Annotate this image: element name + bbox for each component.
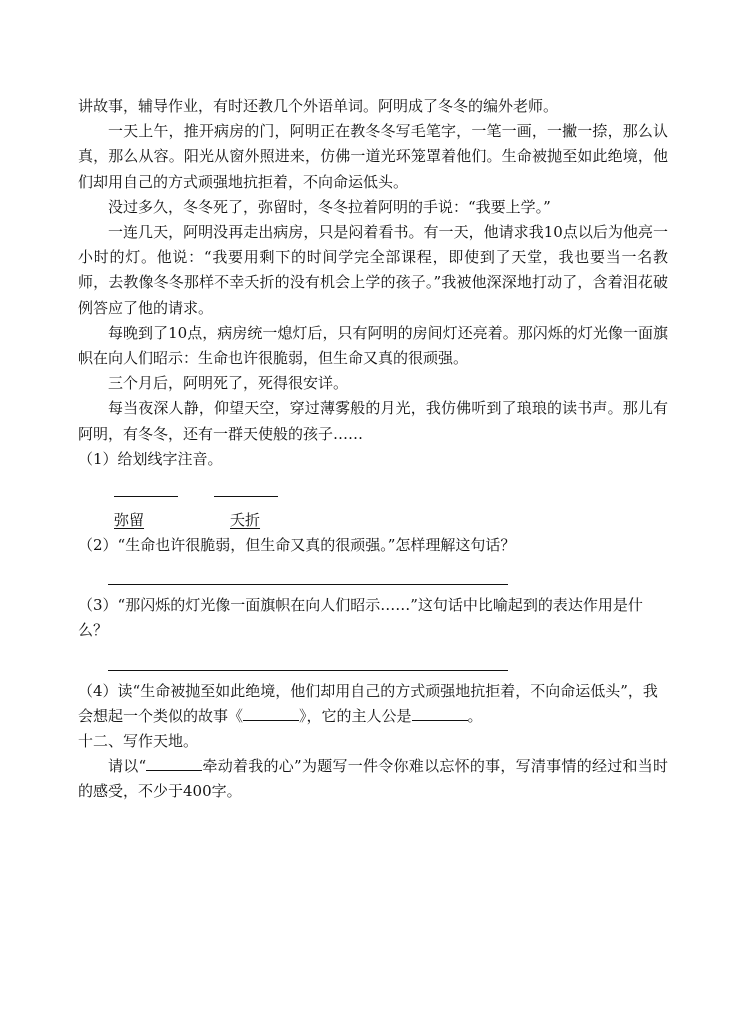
- underlined-word-1: 弥留: [114, 511, 145, 530]
- writing-prompt-a: 请以“: [108, 757, 147, 776]
- paragraph-4: 一连几天，阿明没再走出病房，只是闷着看书。有一天，他请求我10点以后为他亮一小时的灯。他说：“我要用剩下的时间学完全部课程，即使到了天堂，我也要当一名教师，去教像冬冬那样不幸夭折的没有机会上学的孩子。”我被他深深地打动了，含着泪花破例答应了他的请求。: [78, 223, 668, 317]
- paragraph-3: 没过多久，冬冬死了，弥留时，冬冬拉着阿明的手说：“我要上学。”: [108, 197, 551, 216]
- question-2: （2）“生命也许很脆弱，但生命又真的很顽强。”怎样理解这句话？: [78, 536, 516, 555]
- answer-line-3[interactable]: [108, 644, 508, 671]
- paragraph-7: 每当夜深人静，仰望天空，穿过薄雾般的月光，我仿佛听到了琅琅的读书声。那儿有阿明，有冬冬，还有一群天使般的孩子……: [78, 399, 668, 443]
- underlined-word-2: 夭折: [230, 511, 261, 530]
- pinyin-blank-1[interactable]: [114, 472, 178, 497]
- title-blank[interactable]: [146, 754, 202, 771]
- question-4-text-b: 》，它的主人公是: [299, 706, 412, 725]
- writing-prompt: [78, 754, 668, 804]
- question-4: [78, 679, 668, 729]
- underlined-words: [78, 508, 668, 533]
- paragraph-5: 每晚到了10点，病房统一熄灯后，只有阿明的房间灯还亮着。那闪烁的灯光像一面旗帜在向人们昭示：生命也许很脆弱，但生命又真的很顽强。: [78, 323, 668, 368]
- paragraph-6: 三个月后，阿明死了，死得很安详。: [108, 374, 349, 393]
- writing-prompt-b: 牵动着我的心”为题写一件令你难以忘怀的事，写清事情的经过和当时的感受，不少于400字。: [78, 757, 669, 801]
- paragraph-1: 讲故事，辅导作业，有时还教几个外语单词。阿明成了冬冬的编外老师。: [78, 97, 559, 115]
- document-page: [78, 94, 668, 805]
- question-4-text-a: （4）读“生命被抛至如此绝境，他们却用自己的方式顽强地抗拒着，不向命运低头”，我会想起一个类似的故事《: [78, 681, 658, 725]
- protagonist-blank[interactable]: [412, 704, 468, 721]
- question-1: （1）给划线字注音。: [78, 449, 223, 468]
- question-4-text-c: 。: [467, 706, 483, 725]
- story-title-blank[interactable]: [243, 704, 299, 721]
- question-3: （3）“那闪烁的灯光像一面旗帜在向人们昭示……”这句话中比喻起到的表达作用是什么？: [78, 596, 643, 640]
- pinyin-blank-2[interactable]: [214, 472, 278, 497]
- section-12-heading: 十二、写作天地。: [78, 732, 199, 751]
- paragraph-2: 一天上午，推开病房的门，阿明正在教冬冬写毛笔字，一笔一画，一撇一捺，那么认真，那么从容。阳光从窗外照进来，仿佛一道光环笼罩着他们。生命被抛至如此绝境，他们却用自己的方式顽强地抗拒着，不向命运低头。: [78, 122, 668, 191]
- answer-line-2[interactable]: [108, 558, 508, 585]
